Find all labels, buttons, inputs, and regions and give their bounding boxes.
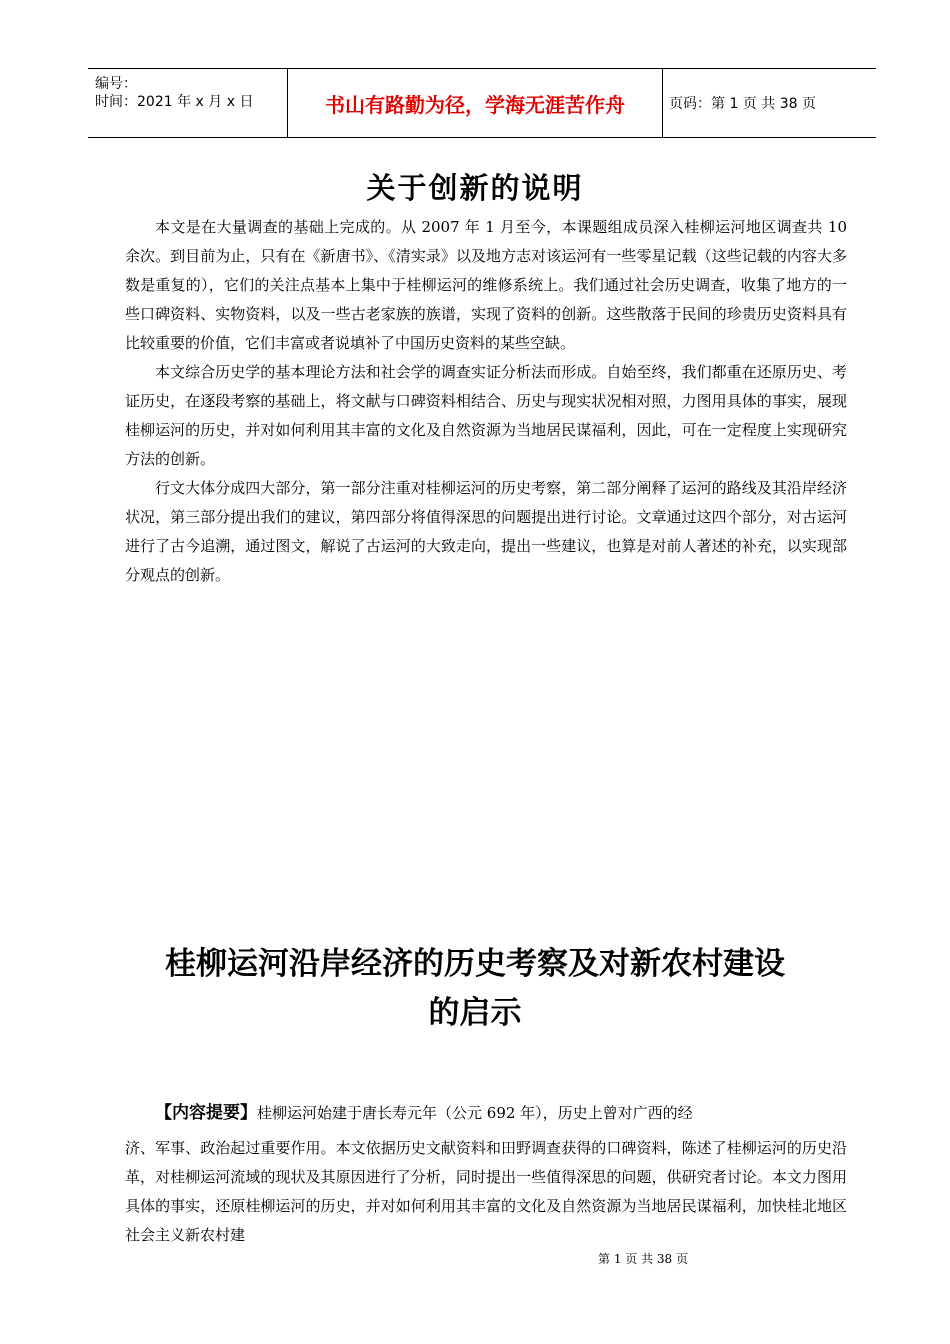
- page-footer: 第 1 页 共 38 页: [598, 1252, 688, 1266]
- abstract-continued: 济、军事、政治起过重要作用。本文依据历史文献资料和田野调查获得的口碑资料，陈述了桂柳运河的历史沿革，对桂柳运河流域的现状及其原因进行了分析，同时提出一些值得深思的问题，供研究者讨论。本文力图用具体的事实，还原桂柳运河的历史，并对如何利用其丰富的文化及自然资源为当地居民谋福利，加快桂北地区社会主义新农村建: [125, 1139, 847, 1244]
- section1-paragraph-1: 本文是在大量调查的基础上完成的。从 2007 年 1 月至今，本课题组成员深入桂柳运河地区调查共 10 余次。到目前为止，只有在《新唐书》、《清实录》以及地方志对该运河有一些零星记载（这些记载的内容大多数是重复的），它们的关注点基本上集中于桂柳运河的维修系统上。我们通过社会历史调查，收集了地方的一些口碑资料、实物资料，以及一些古老家族的族谱，实现了资料的创新。这些散落于民间的珍贵历史资料具有比较重要的价值，它们丰富或者说填补了中国历史资料的某些空缺。: [125, 218, 847, 352]
- section1-title: 关于创新的说明: [366, 171, 584, 205]
- section2-title-line2: 的启示: [428, 995, 522, 1031]
- section1-body: [125, 213, 847, 590]
- section2-title: [100, 940, 850, 1038]
- section2-title-line1: 桂柳运河沿岸经济的历史考察及对新农村建设: [165, 946, 785, 982]
- section1-paragraph-2: 本文综合历史学的基本理论方法和社会学的调查实证分析法而形成。自始至终，我们都重在还原历史、考证历史，在逐段考察的基础上，将文献与口碑资料相结合、历史与现实状况相对照，力图用具体的事实，展现桂柳运河的历史，并对如何利用其丰富的文化及自然资源为当地居民谋福利，因此，可在一定程度上实现研究方法的创新。: [125, 363, 847, 468]
- header-time-label: 时间：2021 年 x 月 x 日: [95, 94, 254, 110]
- abstract-block: [125, 1093, 847, 1250]
- abstract-first-line: [125, 1093, 847, 1134]
- header-number-label: 编号：: [95, 76, 137, 92]
- header-page-info: 页码：第 1 页 共 38 页: [669, 96, 816, 112]
- section1-paragraph-3: 行文大体分成四大部分，第一部分注重对桂柳运河的历史考察，第二部分阐释了运河的路线及其沿岸经济状况，第三部分提出我们的建议，第四部分将值得深思的问题提出进行讨论。文章通过这四个部分，对古运河进行了古今追溯，通过图文，解说了古运河的大致走向，提出一些建议，也算是对前人著述的补充，以实现部分观点的创新。: [125, 479, 847, 584]
- header-meta: [95, 75, 285, 111]
- abstract-label: 【内容提要】: [155, 1103, 257, 1123]
- header-motto: 书山有路勤为径，学海无涯苦作舟: [287, 69, 663, 137]
- page-header: [88, 68, 876, 138]
- abstract-first-text: 桂柳运河始建于唐长寿元年（公元 692 年），历史上曾对广西的经: [257, 1104, 693, 1122]
